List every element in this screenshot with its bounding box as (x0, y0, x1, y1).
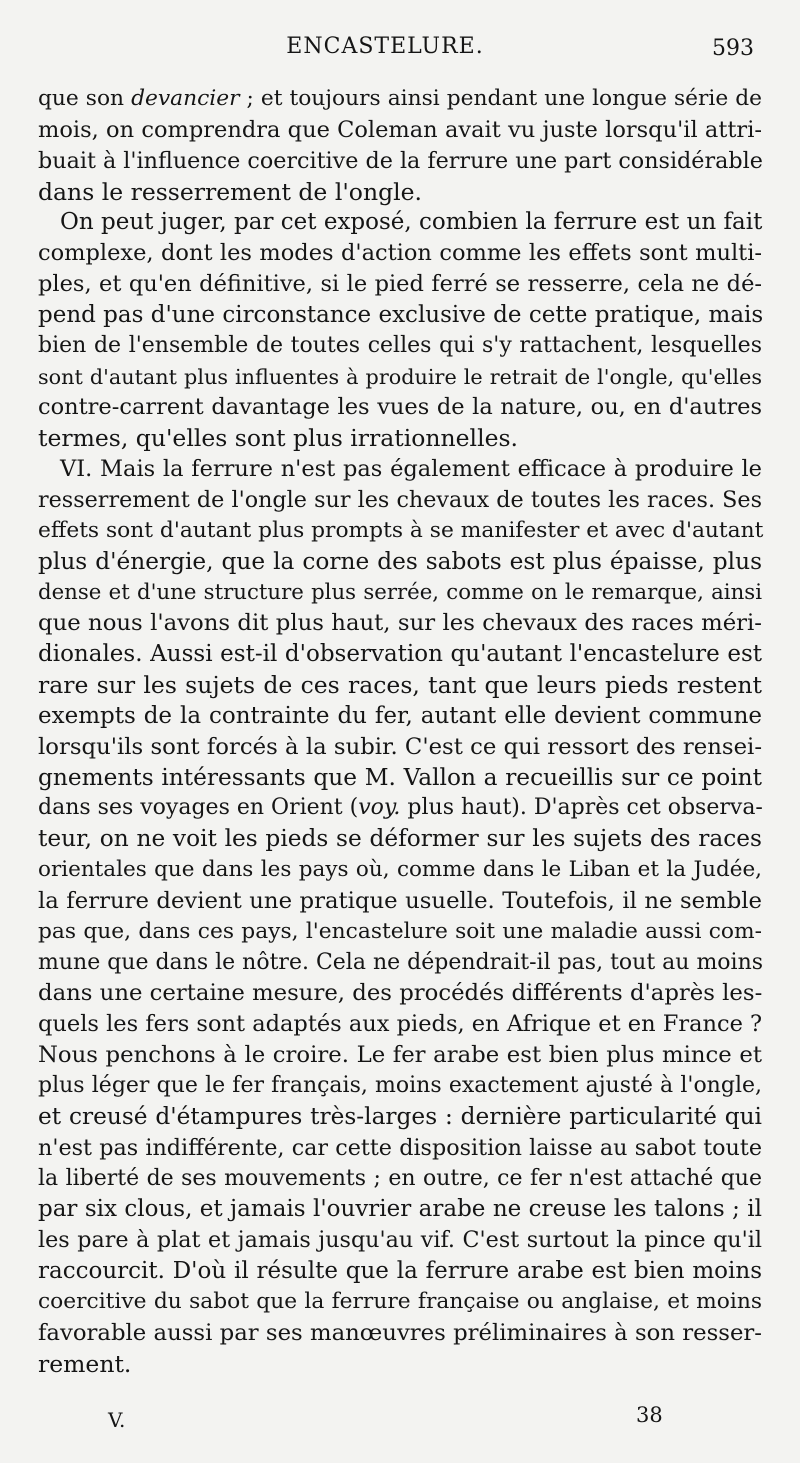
text-line: buait à l'influence coercitive de la ferrure une part considérable (38, 147, 763, 174)
text-line: Nous penchons à le croire. Le fer arabe est bien plus mince et (38, 1042, 762, 1069)
text-line: les pare à plat et jamais jusqu'au vif. C'est surtout la pince qu'il (38, 1227, 762, 1254)
footer-number: 38 (636, 1403, 663, 1427)
text-line: termes, qu'elles sont plus irrationnelles. (38, 424, 519, 453)
text-line: la ferrure devient une pratique usuelle. Toutefois, il ne semble (38, 887, 762, 914)
text-line: pas que, dans ces pays, l'encastelure soit une maladie aussi com- (38, 918, 762, 944)
text-line: complexe, dont les modes d'action comme les effets sont multi- (38, 240, 762, 267)
text-line: dense et d'une structure plus serrée, comme on le remarque, ainsi (38, 579, 762, 605)
text-line: orientales que dans les pays où, comme dans le Liban et la Judée, (38, 857, 762, 883)
text-line: la liberté de ses mouvements ; en outre, ce fer n'est attaché que (38, 1165, 762, 1191)
text-line: que nous l'avons dit plus haut, sur les chevaux des races méri- (38, 610, 762, 637)
text-line: VI. Mais la ferrure n'est pas également efficace à produire le (60, 456, 762, 483)
text-line: rement. (38, 1349, 132, 1378)
text-line: lorsqu'ils sont forcés à la subir. C'est ce qui ressort des rensei- (38, 733, 762, 760)
text-line: quels les fers sont adaptés aux pieds, en Afrique et en France ? (38, 1011, 763, 1038)
text-line: pend pas d'une circonstance exclusive de cette pratique, mais (38, 301, 764, 328)
text-line: effets sont d'autant plus prompts à se manifester et avec d'autant (38, 517, 764, 543)
text-line: raccourcit. D'où il résulte que la ferrure arabe est bien moins (38, 1258, 762, 1285)
text-line: contre-carrent davantage les vues de la nature, ou, en d'autres (38, 394, 762, 421)
text-line: gnements intéressants que M. Vallon a recueillis sur ce point (38, 763, 762, 791)
text-line: On peut juger, par cet exposé, combien la ferrure est un fait (60, 209, 763, 236)
text-line: mois, on comprendra que Coleman avait vu juste lorsqu'il attri- (38, 116, 762, 143)
running-header-title: ENCASTELURE. (286, 34, 484, 59)
text-line: resserrement de l'ongle sur les chevaux de toutes les races. Ses (38, 486, 762, 513)
text-line: que son devancier ; et toujours ainsi pendant une longue série de (38, 86, 762, 111)
text-line: dans le resserrement de l'ongle. (38, 177, 423, 206)
text-line: dans ses voyages en Orient (voy. plus haut). D'après cet observa- (38, 795, 763, 821)
text-line: favorable aussi par ses manœuvres préliminaires à son resser- (38, 1319, 762, 1346)
text-line: par six clous, et jamais l'ouvrier arabe ne creuse les talons ; il (38, 1196, 762, 1223)
text-line: plus léger que le fer français, moins exactement ajusté à l'ongle, (38, 1073, 762, 1098)
text-line: teur, on ne voit les pieds se déformer sur les sujets des races (38, 825, 762, 853)
text-line: ples, et qu'en définitive, si le pied ferré se resserre, cela ne dé- (38, 271, 762, 298)
text-line: mune que dans le nôtre. Cela ne dépendrait-il pas, tout au moins (38, 949, 764, 975)
text-line: sont d'autant plus influentes à produire le retrait de l'ongle, qu'elles (38, 364, 762, 389)
text-line: coercitive du sabot que la ferrure française ou anglaise, et moins (38, 1288, 762, 1314)
body-text (38, 84, 762, 1379)
text-line: rare sur les sujets de ces races, tant que leurs pieds restent (38, 671, 762, 700)
text-line: dionales. Aussi est-il d'observation qu'autant l'encastelure est (38, 641, 762, 668)
text-line: bien de l'ensemble de toutes celles qui s'y rattachent, lesquelles (38, 332, 762, 358)
text-line: plus d'énergie, que la corne des sabots est plus épaisse, plus (38, 547, 762, 575)
signature-mark: V. (108, 1408, 126, 1432)
page-number: 593 (712, 36, 754, 61)
text-line: exempts de la contrainte du fer, autant elle devient commune (38, 702, 762, 729)
text-line: n'est pas indifférente, car cette disposition laisse au sabot toute (38, 1134, 762, 1161)
text-line: et creusé d'étampures très-larges : dernière particularité qui (38, 1102, 762, 1130)
text-line: dans une certaine mesure, des procédés différents d'après les- (38, 980, 763, 1007)
